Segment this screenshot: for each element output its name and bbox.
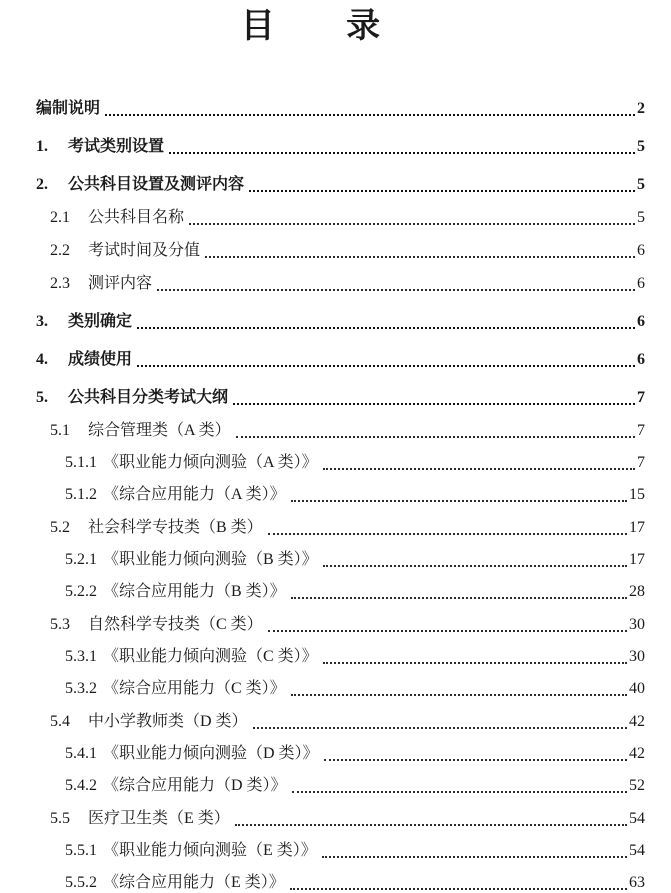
- toc-entry-number: 5.3.1: [65, 648, 97, 665]
- dot-leader: [236, 436, 635, 438]
- toc-entry-label: 公共科目分类考试大纲: [68, 389, 229, 406]
- toc-entry: [36, 452, 645, 474]
- page-title: [36, 8, 645, 46]
- toc-entry-page: 5: [637, 138, 645, 155]
- toc-entry-number: 5.1.1: [65, 454, 97, 471]
- toc-entry: [36, 240, 645, 262]
- toc-entry-label: 综合管理类（A 类）: [88, 422, 231, 439]
- toc-entry-label: 《职业能力倾向测验（C 类）》: [103, 648, 318, 665]
- toc-entry: [36, 420, 645, 442]
- dot-leader: [105, 114, 635, 116]
- toc-entry-page: 30: [629, 648, 645, 665]
- toc-entry-number: 5.5.1: [65, 842, 97, 859]
- dot-leader: [268, 630, 627, 632]
- dot-leader: [249, 190, 635, 192]
- toc-entry: [36, 678, 645, 700]
- toc-list: [36, 98, 645, 893]
- toc-entry-page: 7: [637, 422, 645, 439]
- toc-entry: [36, 484, 645, 506]
- toc-entry-label: 《职业能力倾向测验（B 类）》: [103, 551, 318, 568]
- toc-entry-label: 医疗卫生类（E 类）: [88, 810, 230, 827]
- toc-entry-number: 5.5.2: [65, 874, 97, 891]
- toc-entry-page: 42: [629, 745, 645, 762]
- toc-entry-label: 《综合应用能力（C 类）》: [103, 680, 286, 697]
- toc-entry-number: 5.4: [50, 713, 70, 730]
- toc-entry: [36, 614, 645, 636]
- toc-entry-number: 5.: [36, 389, 48, 406]
- toc-entry-number: 5.3.2: [65, 680, 97, 697]
- toc-entry-label: 编制说明: [36, 100, 101, 117]
- toc-entry: [36, 872, 645, 893]
- toc-entry-label: 类别确定: [68, 313, 133, 330]
- dot-leader: [290, 888, 627, 890]
- toc-entry-number: 5.4.1: [65, 745, 97, 762]
- toc-entry: [36, 311, 645, 333]
- page-title-text: 目录: [240, 8, 452, 45]
- toc-entry: [36, 808, 645, 830]
- toc-entry: [36, 743, 645, 765]
- dot-leader: [157, 289, 635, 291]
- toc-entry: [36, 207, 645, 229]
- toc-entry-number: 5.3: [50, 616, 70, 633]
- toc-entry-page: 6: [637, 351, 645, 368]
- toc-entry-page: 52: [629, 777, 645, 794]
- toc-entry: [36, 840, 645, 862]
- dot-leader: [268, 533, 627, 535]
- dot-leader: [137, 365, 635, 367]
- toc-entry-page: 5: [637, 209, 645, 226]
- toc-entry-number: 2.3: [50, 275, 70, 292]
- toc-entry-label: 《综合应用能力（A 类）》: [103, 486, 286, 503]
- toc-entry-page: 40: [629, 680, 645, 697]
- toc-entry: [36, 711, 645, 733]
- dot-leader: [233, 403, 635, 405]
- toc-entry-label: 《综合应用能力（E 类）》: [103, 874, 285, 891]
- dot-leader: [291, 500, 627, 502]
- toc-entry-label: 考试时间及分值: [88, 242, 201, 259]
- toc-entry-page: 28: [629, 583, 645, 600]
- toc-entry-number: 2.: [36, 176, 48, 193]
- toc-entry-page: 7: [637, 389, 645, 406]
- dot-leader: [205, 256, 635, 258]
- toc-entry-page: 17: [629, 519, 645, 536]
- dot-leader: [291, 597, 627, 599]
- dot-leader: [322, 856, 627, 858]
- toc-entry-number: 5.5: [50, 810, 70, 827]
- toc-entry: [36, 136, 645, 158]
- toc-entry: [36, 174, 645, 196]
- dot-leader: [137, 327, 635, 329]
- toc-entry-label: 《综合应用能力（B 类）》: [103, 583, 286, 600]
- toc-entry-label: 《综合应用能力（D 类）》: [103, 777, 287, 794]
- toc-entry: [36, 775, 645, 797]
- toc-entry-number: 3.: [36, 313, 48, 330]
- toc-entry-page: 5: [637, 176, 645, 193]
- toc-entry-label: 测评内容: [88, 275, 153, 292]
- toc-entry-page: 17: [629, 551, 645, 568]
- toc-entry-label: 考试类别设置: [68, 138, 165, 155]
- toc-entry: [36, 646, 645, 668]
- dot-leader: [292, 791, 627, 793]
- dot-leader: [323, 662, 627, 664]
- dot-leader: [253, 727, 627, 729]
- toc-entry-page: 30: [629, 616, 645, 633]
- toc-entry-page: 63: [629, 874, 645, 891]
- dot-leader: [235, 824, 627, 826]
- toc-entry: [36, 98, 645, 120]
- toc-entry-label: 社会科学专技类（B 类）: [88, 519, 263, 536]
- dot-leader: [169, 152, 635, 154]
- dot-leader: [324, 759, 627, 761]
- toc-entry-label: 公共科目设置及测评内容: [68, 176, 245, 193]
- toc-entry-number: 5.2.1: [65, 551, 97, 568]
- toc-entry-label: 成绩使用: [68, 351, 133, 368]
- toc-entry: [36, 517, 645, 539]
- toc-entry-number: 1.: [36, 138, 48, 155]
- dot-leader: [323, 565, 627, 567]
- toc-entry: [36, 581, 645, 603]
- toc-entry-page: 42: [629, 713, 645, 730]
- toc-entry-label: 自然科学专技类（C 类）: [88, 616, 263, 633]
- toc-entry-page: 6: [637, 313, 645, 330]
- toc-entry-number: 2.1: [50, 209, 70, 226]
- toc-entry-label: 《职业能力倾向测验（A 类）》: [103, 454, 318, 471]
- toc-entry-number: 4.: [36, 351, 48, 368]
- dot-leader: [323, 468, 635, 470]
- toc-entry-label: 《职业能力倾向测验（D 类）》: [103, 745, 319, 762]
- toc-entry-page: 7: [637, 454, 645, 471]
- toc-entry-number: 5.2.2: [65, 583, 97, 600]
- toc-entry-page: 2: [637, 100, 645, 117]
- dot-leader: [291, 694, 627, 696]
- toc-entry-label: 中小学教师类（D 类）: [88, 713, 248, 730]
- toc-entry-page: 54: [629, 810, 645, 827]
- toc-entry-number: 5.4.2: [65, 777, 97, 794]
- toc-entry-number: 5.1.2: [65, 486, 97, 503]
- toc-entry-label: 公共科目名称: [88, 209, 185, 226]
- toc-entry: [36, 549, 645, 571]
- toc-entry-label: 《职业能力倾向测验（E 类）》: [103, 842, 317, 859]
- toc-entry-number: 5.1: [50, 422, 70, 439]
- toc-entry-page: 54: [629, 842, 645, 859]
- toc-entry-number: 5.2: [50, 519, 70, 536]
- toc-entry: [36, 387, 645, 409]
- toc-entry-number: 2.2: [50, 242, 70, 259]
- toc-entry-page: 15: [629, 486, 645, 503]
- toc-entry-page: 6: [637, 275, 645, 292]
- toc-entry: [36, 273, 645, 295]
- toc-entry: [36, 349, 645, 371]
- dot-leader: [189, 223, 635, 225]
- toc-entry-page: 6: [637, 242, 645, 259]
